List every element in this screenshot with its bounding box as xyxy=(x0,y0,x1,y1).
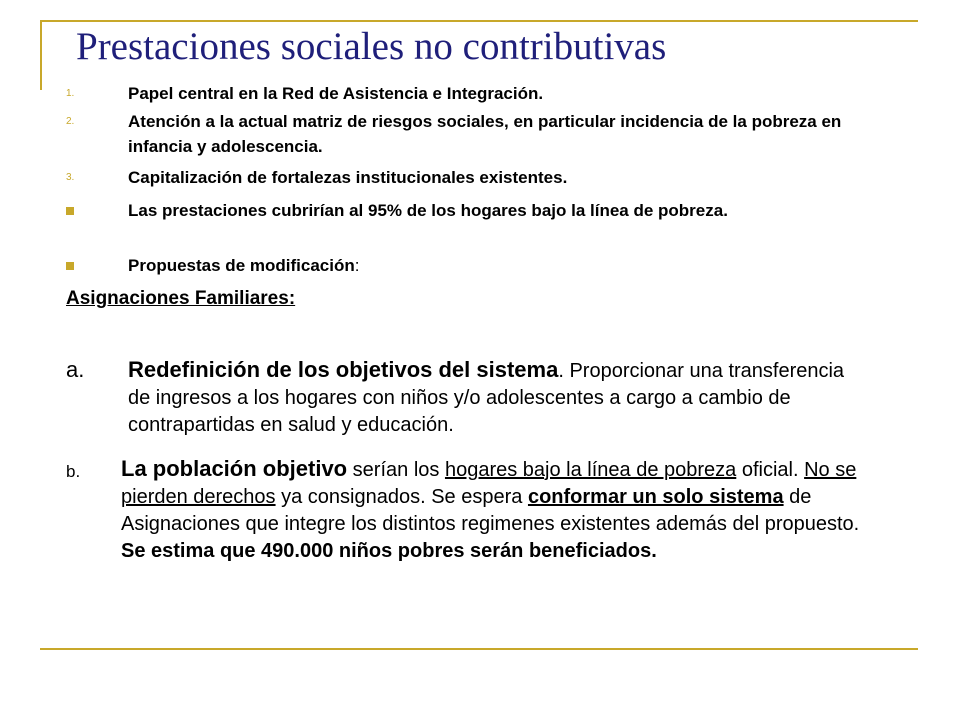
bullet-item-text: Propuestas de modificación: xyxy=(128,256,360,275)
paragraph-a xyxy=(66,356,866,439)
bottom-rule xyxy=(40,648,918,650)
paragraph-body: La población objetivo serían los hogares bajo la línea de pobreza oficial. No se pierden derechos ya consignados. Se espera conformar un solo sistema de Asignaciones que integre los distintos regimenes existentes además del propuesto. Se estima que 490.000 niños pobres serán beneficiados. xyxy=(121,456,860,562)
bold-conclusion: Se estima que 490.000 niños pobres serán beneficiados. xyxy=(121,540,657,562)
paragraph-lead: Redefinición de los objetivos del sistema xyxy=(128,357,559,382)
left-rule xyxy=(40,20,42,90)
paragraph-b xyxy=(66,455,866,565)
paragraph-letter: a. xyxy=(66,357,85,382)
section-heading: Asignaciones Familiares: xyxy=(66,288,296,309)
list-item-text: Atención a la actual matriz de riesgos sociales, en particular incidencia de la pobreza en infancia y adolescencia. xyxy=(128,112,842,156)
square-bullet-icon xyxy=(66,207,74,215)
page-title: Prestaciones sociales no contributivas xyxy=(76,25,667,68)
list-marker: 2. xyxy=(66,116,75,127)
paragraph-letter: b. xyxy=(66,462,81,481)
paragraph-body: Redefinición de los objetivos del sistema. Proporcionar una transferencia de ingresos a los hogares con niños y/o adolescentes a cargo a cambio de contrapartidas en salud y educación. xyxy=(128,357,845,436)
list-item-text: Capitalización de fortalezas institucionales existentes. xyxy=(128,168,568,187)
list-marker: 1. xyxy=(66,88,75,99)
bullet-item-text: Las prestaciones cubrirían al 95% de los hogares bajo la línea de pobreza. xyxy=(128,201,728,220)
paragraph-lead: La población objetivo xyxy=(121,456,348,481)
list-item-text: Papel central en la Red de Asistencia e Integración. xyxy=(128,84,544,103)
list-marker: 3. xyxy=(66,172,75,183)
square-bullet-icon xyxy=(66,262,74,270)
top-rule xyxy=(40,20,918,22)
underlined-phrase: No se pierden derechos xyxy=(121,459,857,508)
underlined-phrase: hogares bajo la línea de pobreza xyxy=(444,459,737,481)
underlined-phrase: conformar un solo sistema xyxy=(527,486,784,508)
